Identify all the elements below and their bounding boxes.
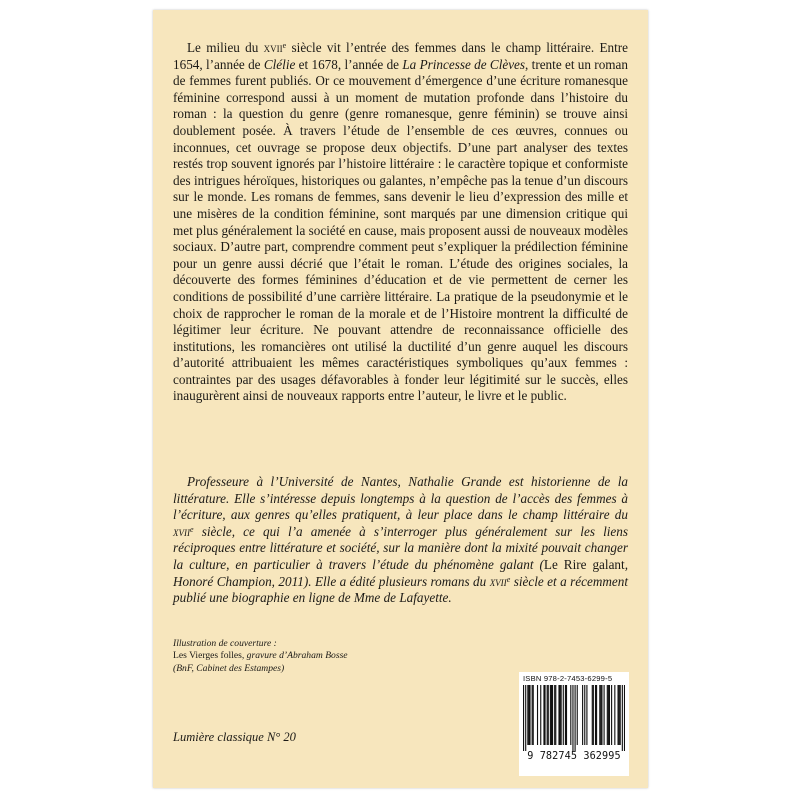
illustration-work (173, 650, 348, 662)
summary-paragraph (173, 40, 628, 405)
barcode-bar (595, 685, 596, 745)
barcode-bar (600, 685, 601, 745)
barcode-bar (596, 685, 597, 745)
barcode-bar (577, 685, 578, 745)
barcode-bar (527, 685, 528, 745)
bio-paragraph (173, 474, 628, 607)
barcode-bar (620, 685, 621, 745)
barcode-bar (540, 685, 541, 745)
bio-text: Professeure à l’Université de Nantes, Nathalie Grande est historienne de la littérature. Elle s’intéresse depuis longtemps à la question de l’accès des femmes à l’écriture, aux genres qu’elles pratiquent, à leur place dans le champ littéraire du (173, 474, 628, 523)
ean-digits: 9 782745 362995 (527, 751, 621, 762)
barcode-bar (561, 685, 562, 745)
century-numeral: xvii (263, 40, 283, 55)
cover-illustration-credit (173, 638, 348, 675)
century-numeral: xvii (489, 573, 507, 589)
barcode-bar (586, 685, 587, 745)
summary-text: et 1678, l’année de (295, 56, 403, 72)
barcode-bar (593, 685, 594, 745)
barcode-bar (528, 685, 529, 745)
barcode-bar (525, 685, 526, 751)
barcode-bar (582, 685, 583, 745)
barcode-bar (544, 685, 545, 745)
illustration-title: Les Vierges folles (173, 650, 242, 662)
barcode-bar (529, 685, 530, 745)
barcode-bar (560, 685, 561, 745)
book-summary (173, 40, 628, 405)
barcode-bar (572, 685, 573, 751)
barcode-bar (548, 685, 549, 745)
century-superscript: e (282, 41, 287, 50)
barcode-bar (550, 685, 551, 745)
summary-text: , trente et un roman de femmes furent publiés. Or ce mouvement d’émergence d’une écriture romanesque féminine correspond aussi à un moment de mutation profonde dans l’histoire du roman : la question du genre (genre romanesque, genre féminin) se trouve ainsi doublement posée. À travers l’étude de l’ensemble de ces œuvres, connues ou inconnues, cet ouvrage se propose deux objectifs. D’une part analyser des textes restés trop souvent ignorés par l’histoire littéraire : le caractère topique et conformiste des intrigues héroïques, historiques ou galantes, n’empêche pas la tenue d’un discours sur le monde. Les romans de femmes, sans devenir le lieu d’expression des mille et une misères de la condition féminine, sont marqués par une dimension critique qui met plus généralement la société en cause, mais proposent aussi de nouveaux modèles sociaux. D’autre part, comprendre comment peut s’expliquer la prédilection féminine pour un genre aussi décrié que l’était le roman. L’étude des origines sociales, la découverte des formes féminines d’éducation et de vie permettent de cerner les conditions de possibilité d’une carrière littéraire. La pratique de la pseudonymie et le choix de rapprocher le roman de la morale et de l’Histoire montrent la difficulté de légitimer leur écriture. Ne pouvant attendre de reconnaissance officielle des institutions, les romancières ont utilisé la ductilité d’un genre auquel les discours d’autorité attribuaient les mêmes caractéristiques symboliques qu’aux femmes : contraintes par des usages défavorables à fonder leur légitimité sur le succès, elles inaugurèrent ainsi de nouveaux rapports entre l’auteur, le livre et le public. (173, 56, 628, 404)
barcode-bar (565, 685, 566, 745)
barcode-bar (624, 685, 625, 751)
barcode-bar (533, 685, 534, 745)
barcode-bar (551, 685, 552, 745)
barcode-bar (537, 685, 538, 745)
barcode-bar (575, 685, 576, 751)
title-princesse-de-cleves: La Princesse de Clèves (402, 56, 526, 72)
barcode-bar (611, 685, 612, 745)
barcode-bar (592, 685, 593, 745)
barcode-bar (547, 685, 548, 745)
isbn-barcode-panel (519, 672, 629, 776)
barcode-bar (566, 685, 567, 745)
barcode-bar (599, 685, 600, 745)
illustration-engraver: , gravure d’Abraham Bosse (241, 650, 348, 662)
barcode-bar (563, 685, 564, 745)
barcode-bar (622, 685, 623, 751)
century-superscript: e (506, 574, 511, 584)
barcode-bar (554, 685, 555, 745)
author-bio (173, 474, 628, 607)
barcode-bar (614, 685, 615, 745)
barcode-bar (604, 685, 605, 745)
book-title-rire-galant: Le Rire galant (543, 556, 625, 572)
collection-label: Lumière classique N° 20 (173, 730, 296, 744)
illustration-source: (BnF, Cabinet des Estampes) (173, 662, 285, 674)
barcode-bar (607, 685, 608, 745)
century-numeral: xvii (173, 523, 190, 539)
barcode-bar (523, 685, 524, 751)
barcode-bar (617, 685, 618, 745)
barcode-bar (619, 685, 620, 745)
barcode-bar (543, 685, 544, 745)
ean-barcode (523, 685, 625, 751)
barcode-bar (552, 685, 553, 745)
back-cover (153, 10, 648, 788)
barcode-bar (601, 685, 602, 745)
century-superscript: e (190, 524, 194, 534)
isbn-label: ISBN 978-2-7453-6299-5 (523, 674, 613, 683)
barcode-bar (555, 685, 556, 745)
bio-text: siècle, ce qui l’a amenée à s’interroger plus généralement sur les liens réciproques entre littérature et société, sur la manière dont la mixité pouvait changer la culture, en particulier à travers l’étude du phénomène galant ( (173, 523, 628, 572)
summary-text: Le milieu du (187, 40, 264, 55)
barcode-bar (584, 685, 585, 745)
barcode-bar (609, 685, 610, 745)
barcode-bar (570, 685, 571, 745)
illustration-heading: Illustration de couverture : (173, 638, 277, 649)
summary-text: siècle vit l’entrée des femmes dans le champ littéraire. Entre 1654, l’année de (173, 40, 629, 72)
title-clelie: Clélie (263, 56, 296, 72)
barcode-bar (532, 685, 533, 745)
bio-text: siècle et a récemment publié une biographie en ligne de Mme de Lafayette. (173, 573, 628, 606)
bio-text: , Honoré Champion, 2011). Elle a édité plusieurs romans du (173, 556, 628, 589)
barcode-bar (558, 685, 559, 745)
barcode-bar (608, 685, 609, 745)
